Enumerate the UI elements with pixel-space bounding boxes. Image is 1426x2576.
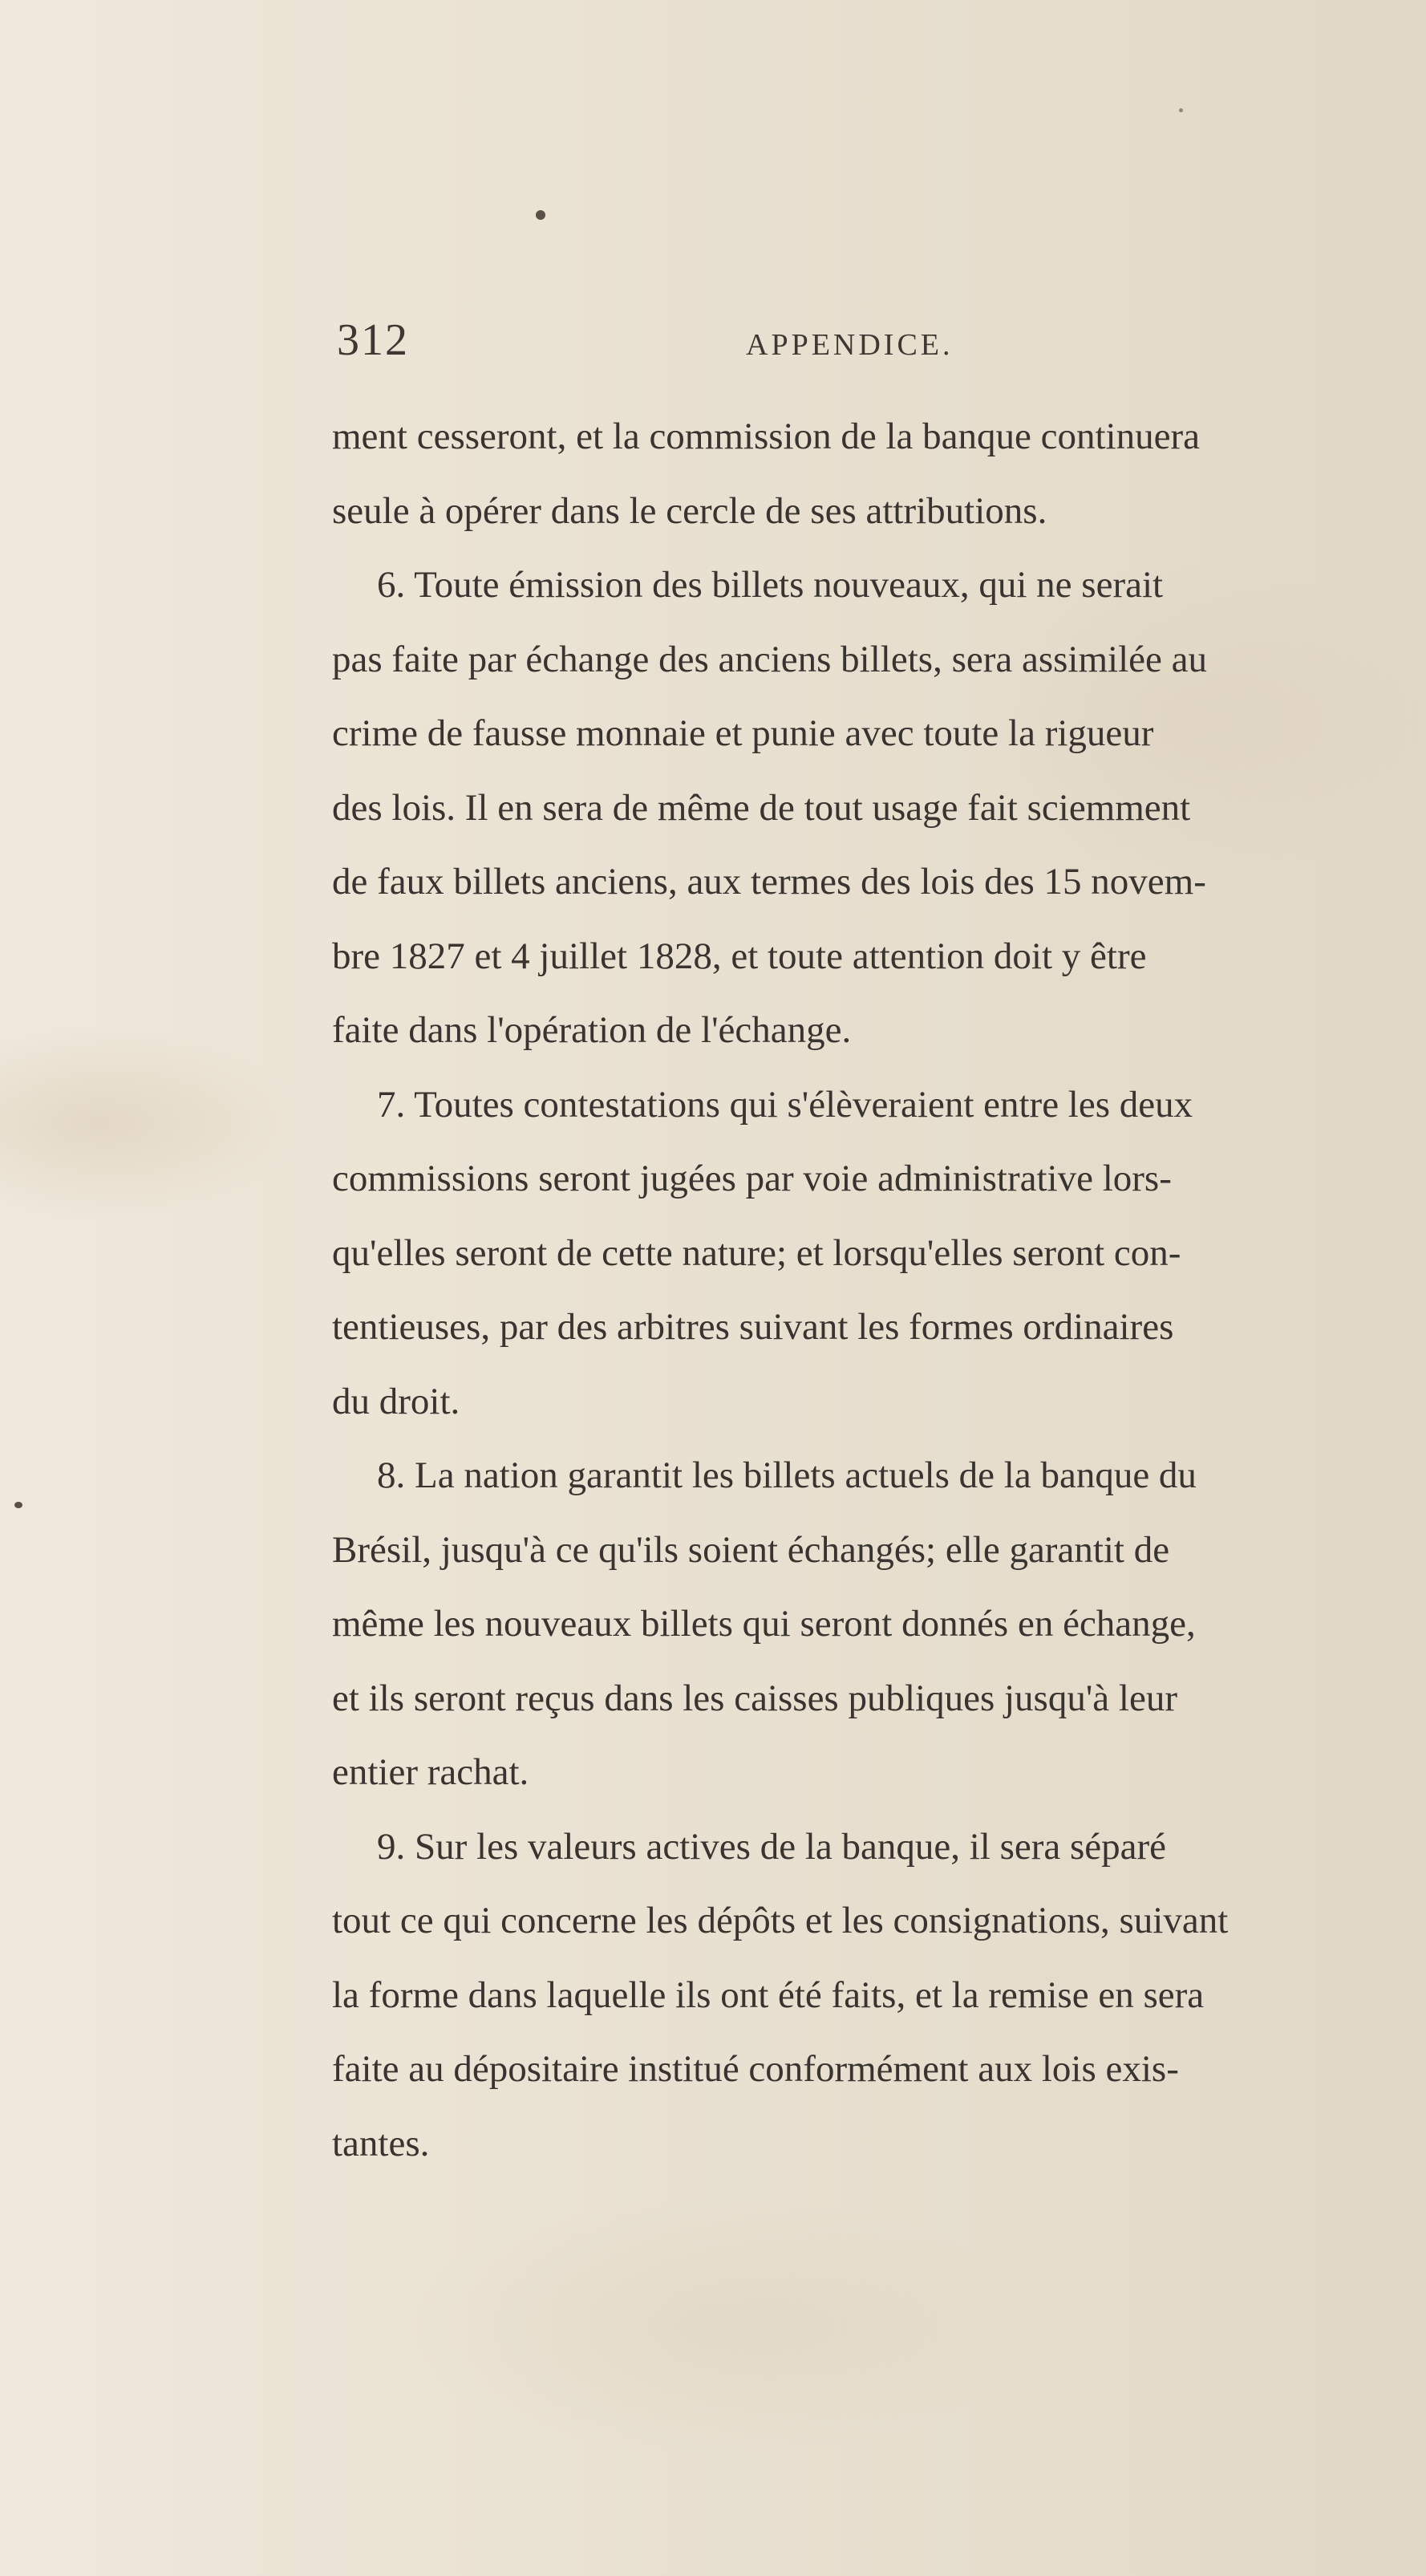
paragraph-article-7 — [332, 1068, 1357, 1439]
text-line: de faux billets anciens, aux termes des lois des 15 novem- — [332, 861, 1206, 903]
text-line: ment cesseront, et la commission de la banque continuera — [332, 416, 1200, 457]
ink-speck — [14, 1502, 22, 1508]
text-line: pas faite par échange des anciens billets, sera assimilée au — [332, 638, 1207, 680]
text-line: et ils seront reçus dans les caisses publiques jusqu'à leur — [332, 1677, 1177, 1719]
running-head — [337, 314, 1347, 379]
text-line: Brésil, jusqu'à ce qu'ils soient échangés; elle garantit de — [332, 1528, 1170, 1571]
text-line: entier rachat. — [332, 1751, 529, 1793]
text-line: la forme dans laquelle ils ont été faits, et la remise en sera — [332, 1974, 1205, 2016]
body-text — [332, 400, 1357, 2180]
text-line: seule à opérer dans le cercle de ses attributions. — [332, 489, 1047, 532]
text-line: du droit. — [332, 1380, 460, 1422]
ink-speck — [1179, 108, 1183, 112]
text-line: tantes. — [332, 2122, 430, 2164]
text-line: même les nouveaux billets qui seront donnés en échange, — [332, 1603, 1196, 1645]
paragraph-article-8 — [332, 1438, 1357, 1810]
text-line: 9. Sur les valeurs actives de la banque, il sera séparé — [377, 1825, 1167, 1868]
text-line: tentieuses, par des arbitres suivant les formes ordinaires — [332, 1306, 1174, 1348]
paragraph-article-6 — [332, 548, 1357, 1068]
text-line: 7. Toutes contestations qui s'élèveraient entre les deux — [377, 1083, 1193, 1126]
text-line: qu'elles seront de cette nature; et lorsqu'elles seront con- — [332, 1231, 1181, 1274]
text-line: tout ce qui concerne les dépôts et les consignations, suivant — [332, 1900, 1229, 1941]
text-line: commissions seront jugées par voie administrative lors- — [332, 1158, 1172, 1199]
paragraph-continuation — [332, 400, 1357, 548]
text-line: bre 1827 et 4 juillet 1828, et toute attention doit y être — [332, 935, 1147, 977]
text-line: crime de fausse monnaie et punie avec toute la rigueur — [332, 712, 1154, 754]
text-line: faite dans l'opération de l'échange. — [332, 1009, 852, 1051]
running-title: APPENDICE. — [746, 328, 954, 362]
text-line: 6. Toute émission des billets nouveaux, qui ne serait — [377, 564, 1164, 606]
paragraph-article-9 — [332, 1810, 1357, 2181]
page-number: 312 — [337, 315, 409, 365]
text-line: des lois. Il en sera de même de tout usage fait sciemment — [332, 786, 1191, 829]
text-line: faite au dépositaire institué conformément aux lois exis- — [332, 2048, 1179, 2090]
text-line: 8. La nation garantit les billets actuels de la banque du — [377, 1454, 1197, 1496]
ink-speck — [536, 210, 545, 220]
